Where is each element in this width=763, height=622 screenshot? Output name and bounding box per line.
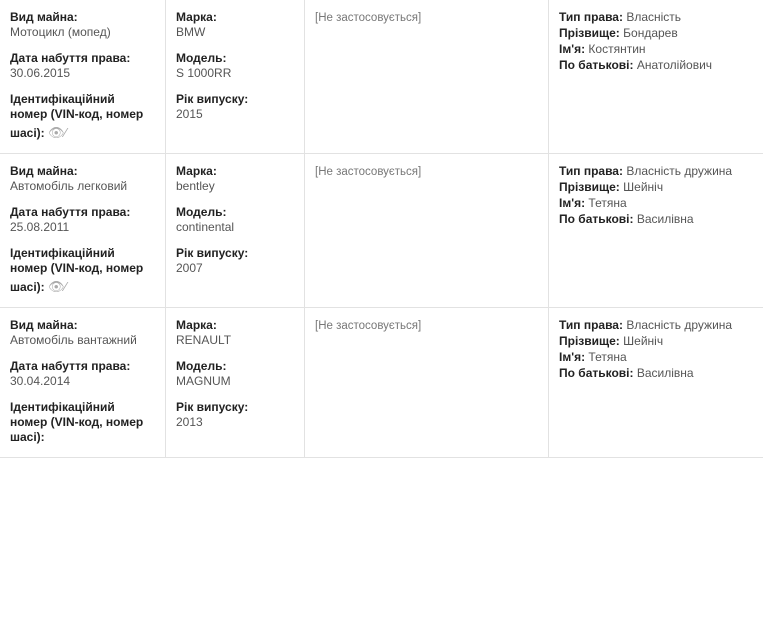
make-value: BMW	[176, 25, 206, 39]
patronymic-label: По батькові:	[559, 366, 634, 380]
note-cell	[305, 308, 549, 458]
asset-type-label: Вид майна:	[10, 164, 78, 178]
note-value: [Не застосовується]	[315, 12, 422, 24]
acquire-date-label: Дата набуття права:	[10, 205, 131, 219]
make-cell	[166, 308, 305, 458]
model-field	[176, 51, 294, 81]
patronymic-field	[559, 366, 763, 381]
rights-cell	[549, 0, 763, 154]
note-cell	[305, 154, 549, 308]
make-value: bentley	[176, 179, 215, 193]
asset-type-field	[10, 164, 155, 194]
acquire-date-field	[10, 359, 155, 389]
right-type-label: Тип права:	[559, 164, 623, 178]
right-type-label: Тип права:	[559, 10, 623, 24]
asset-cell	[0, 0, 166, 154]
make-label: Марка:	[176, 10, 217, 24]
year-field	[176, 92, 294, 122]
make-label: Марка:	[176, 164, 217, 178]
name-label: Ім'я:	[559, 196, 586, 210]
year-label: Рік випуску:	[176, 246, 249, 260]
name-field	[559, 42, 763, 57]
asset-type-field	[10, 318, 155, 348]
make-label: Марка:	[176, 318, 217, 332]
vin-field	[10, 246, 155, 295]
rights-cell	[549, 308, 763, 458]
surname-label: Прізвище:	[559, 26, 620, 40]
surname-field	[559, 180, 763, 195]
make-field	[176, 318, 294, 348]
surname-field	[559, 334, 763, 349]
make-field	[176, 164, 294, 194]
right-type-field	[559, 318, 763, 333]
name-value: Тетяна	[588, 350, 627, 364]
asset-type-value: Автомобіль вантажний	[10, 333, 137, 347]
acquire-date-field	[10, 205, 155, 235]
acquire-date-value: 25.08.2011	[10, 220, 70, 234]
right-type-value: Власність	[626, 10, 682, 24]
name-field	[559, 196, 763, 211]
asset-cell	[0, 154, 166, 308]
vin-label: Ідентифікаційний номер (VIN-код, номер шасі):	[10, 92, 144, 140]
year-value: 2015	[176, 107, 203, 121]
right-type-value: Власність дружина	[626, 164, 733, 178]
model-label: Модель:	[176, 51, 227, 65]
asset-type-label: Вид майна:	[10, 10, 78, 24]
year-value: 2013	[176, 415, 203, 429]
model-value: MAGNUM	[176, 374, 231, 388]
model-value: S 1000RR	[176, 66, 232, 80]
year-field	[176, 246, 294, 276]
asset-cell	[0, 308, 166, 458]
patronymic-label: По батькові:	[559, 58, 634, 72]
note-cell	[305, 0, 549, 154]
acquire-date-field	[10, 51, 155, 81]
patronymic-label: По батькові:	[559, 212, 634, 226]
model-label: Модель:	[176, 359, 227, 373]
surname-value: Шейніч	[623, 180, 664, 194]
surname-field	[559, 26, 763, 41]
surname-label: Прізвище:	[559, 334, 620, 348]
year-label: Рік випуску:	[176, 92, 249, 106]
surname-value: Шейніч	[623, 334, 664, 348]
acquire-date-value: 30.04.2014	[10, 374, 71, 388]
right-type-field	[559, 164, 763, 179]
make-cell	[166, 154, 305, 308]
note-value: [Не застосовується]	[315, 166, 422, 178]
asset-type-value: Мотоцикл (мопед)	[10, 25, 111, 39]
patronymic-field	[559, 212, 763, 227]
model-label: Модель:	[176, 205, 227, 219]
patronymic-value: Василівна	[636, 212, 694, 226]
asset-type-value: Автомобіль легковий	[10, 179, 128, 193]
name-label: Ім'я:	[559, 350, 586, 364]
acquire-date-value: 30.06.2015	[10, 66, 71, 80]
right-type-field	[559, 10, 763, 25]
note-value: [Не застосовується]	[315, 320, 422, 332]
vin-field	[10, 400, 155, 445]
make-cell	[166, 0, 305, 154]
asset-type-label: Вид майна:	[10, 318, 78, 332]
eye-off-icon: 👁⁄	[48, 125, 67, 140]
surname-value: Бондарев	[623, 26, 678, 40]
model-field	[176, 205, 294, 235]
make-value: RENAULT	[176, 333, 232, 347]
year-value: 2007	[176, 261, 203, 275]
year-label: Рік випуску:	[176, 400, 249, 414]
vin-label: Ідентифікаційний номер (VIN-код, номер шасі):	[10, 246, 144, 294]
right-type-label: Тип права:	[559, 318, 623, 332]
eye-off-icon: 👁⁄	[48, 279, 67, 294]
patronymic-value: Василівна	[636, 366, 694, 380]
acquire-date-label: Дата набуття права:	[10, 359, 131, 373]
year-field	[176, 400, 294, 430]
patronymic-field	[559, 58, 763, 73]
table-row	[0, 0, 763, 154]
acquire-date-label: Дата набуття права:	[10, 51, 131, 65]
name-value: Тетяна	[588, 196, 627, 210]
model-value: continental	[176, 220, 235, 234]
asset-type-field	[10, 10, 155, 40]
vin-field	[10, 92, 155, 141]
table-row	[0, 308, 763, 458]
right-type-value: Власність дружина	[626, 318, 733, 332]
name-field	[559, 350, 763, 365]
name-value: Костянтин	[588, 42, 646, 56]
name-label: Ім'я:	[559, 42, 586, 56]
surname-label: Прізвище:	[559, 180, 620, 194]
model-field	[176, 359, 294, 389]
rights-cell	[549, 154, 763, 308]
table-row	[0, 154, 763, 308]
make-field	[176, 10, 294, 40]
patronymic-value: Анатолійович	[636, 58, 713, 72]
vin-label: Ідентифікаційний номер (VIN-код, номер шасі):	[10, 400, 144, 444]
